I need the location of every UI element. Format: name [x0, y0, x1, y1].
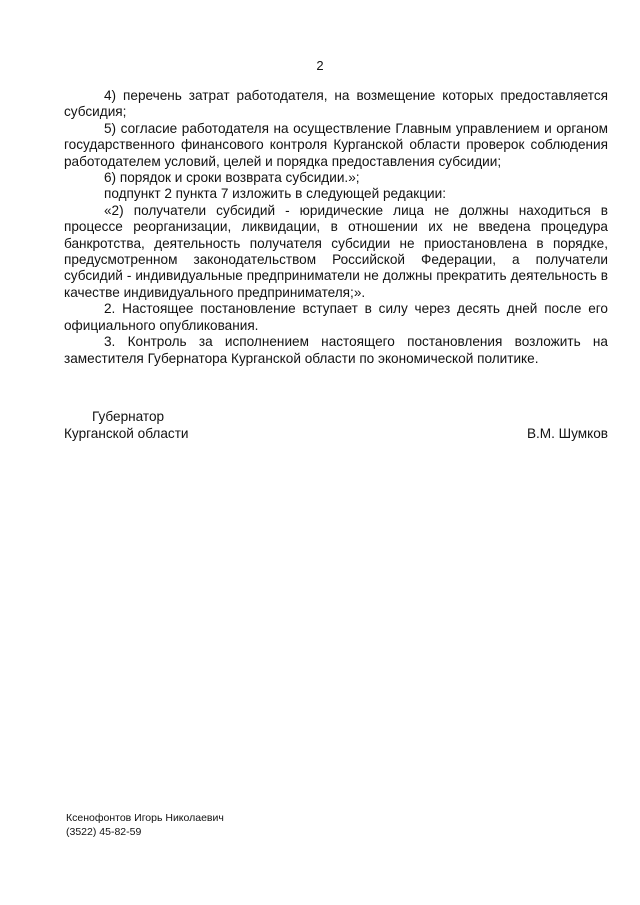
document-body: [64, 88, 608, 367]
page-number: 2: [316, 58, 324, 73]
paragraph-amendment-text: «2) получатели субсидий - юридические лица не должны находиться в процессе реорганизации, ликвидации, в отношении их не введена процедура банкротства, деятельность получателя субсидии не приостановлена в порядке, предусмотренном законодательством Российской Федерации, а получатели субсидий - индивидуальные предприниматели не должны прекратить деятельность в качестве индивидуального предпринимателя;».: [64, 202, 608, 300]
signatory-position: [64, 408, 189, 442]
paragraph-item-6: 6) порядок и сроки возврата субсидии.»;: [104, 170, 360, 186]
paragraph-item-4: 4) перечень затрат работодателя, на возмещение которых предоставляется субсидия;: [64, 88, 608, 120]
paragraph-effective-date: 2. Настоящее постановление вступает в силу через десять дней после его официального опубликования.: [64, 301, 608, 333]
paragraph-amendment-intro: подпункт 2 пункта 7 изложить в следующей редакции:: [104, 186, 446, 202]
executor-footer: [66, 811, 224, 839]
paragraph-item-5: 5) согласие работодателя на осуществление Главным управлением и органом государственного финансового контроля Курганской области проверок соблюдения работодателем условий, целей и порядка предоставления субсидии;: [64, 120, 608, 169]
signatory-title: Губернатор: [92, 409, 165, 424]
signatory-name: В.М. Шумков: [526, 426, 608, 441]
executor-name: Ксенофонтов Игорь Николаевич: [66, 812, 224, 824]
signatory-region: Курганской области: [64, 426, 189, 441]
paragraph-control: 3. Контроль за исполнением настоящего постановления возложить на заместителя Губернатора Курганской области по экономической политике.: [64, 334, 608, 366]
executor-phone: (3522) 45-82-59: [66, 826, 142, 838]
